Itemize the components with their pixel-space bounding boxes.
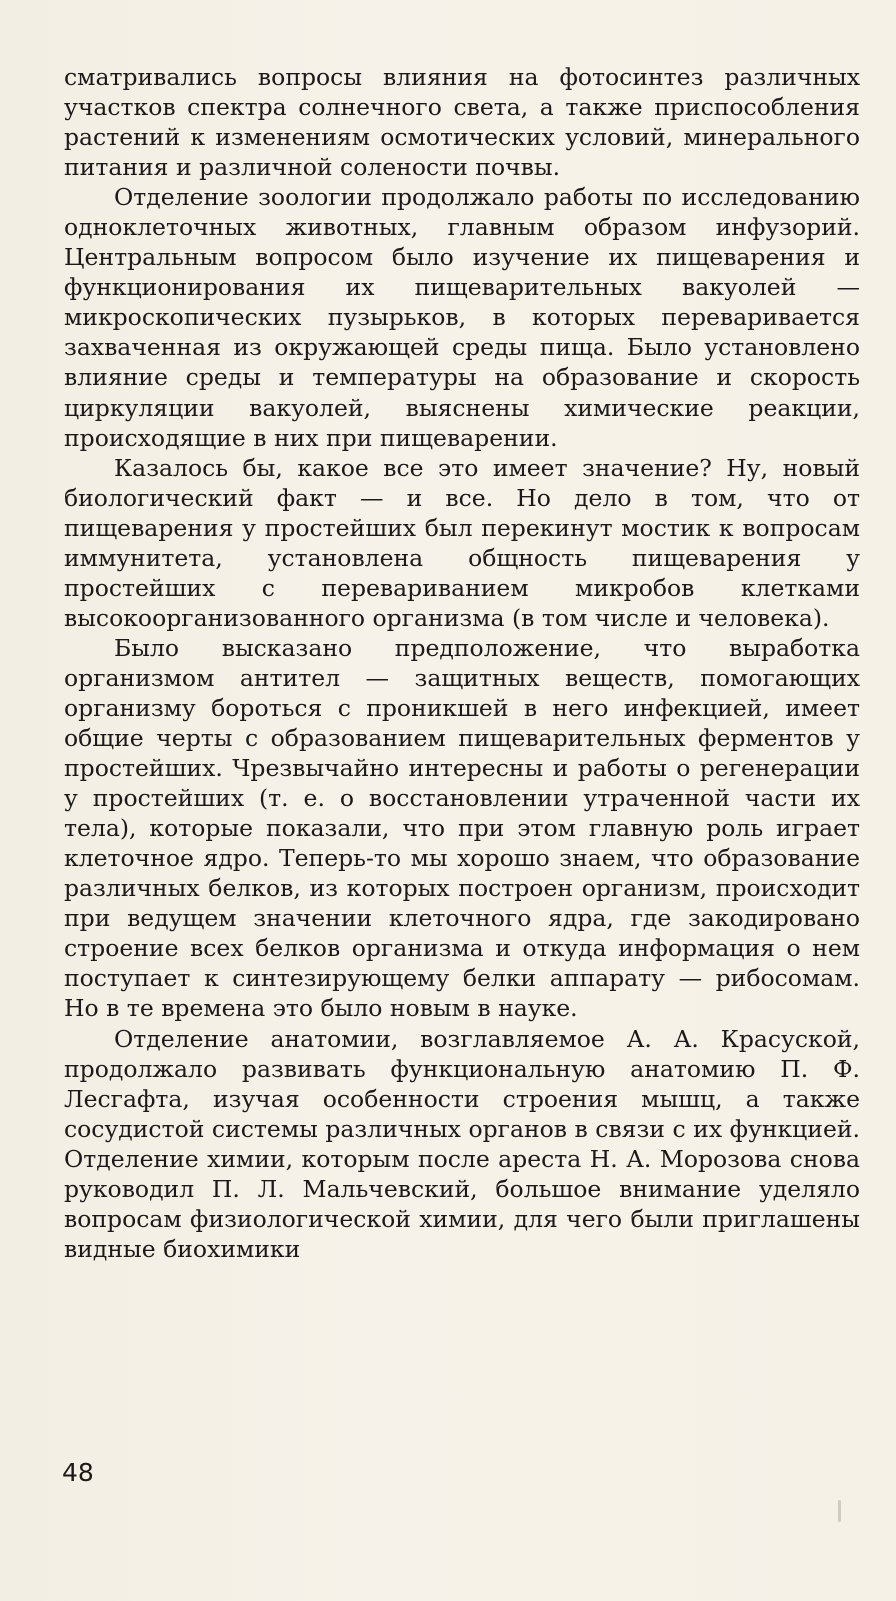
paragraph-anatomy: Отделение анатомии, возглавляемое А. А. Красуской, продолжало развивать функциональную анатомию П. Ф. Лесгафта, изучая особенности строения мышц, а также сосудистой системы различных органов в связи с их функцией. Отделение химии, которым после ареста Н. А. Морозова снова руководил П. Л. Мальчевский, большое внимание уделяло вопросам физиологической химии, для чего были приглашены видные биохимики	[64, 1024, 860, 1263]
paragraph-antibodies: Было высказано предположение, что выработка организмом антител — защитных веществ, помогающих организму бороться с проникшей в него инфекцией, имеет общие черты с образованием пищеварительных ферментов у простейших. Чрезвычайно интересны и работы о регенерации у простейших (т. е. о восстановлении утраченной части их тела), которые показали, что при этом главную роль играет клеточное ядро. Теперь-то мы хорошо знаем, что образование различных белков, из которых построен организм, происходит при ведущем значении клеточного ядра, где закодировано строение всех белков организма и откуда информация о нем поступает к синтезирующему белки аппарату — рибосомам. Но в те времена это было новым в науке.	[64, 633, 860, 1023]
paper-speck	[838, 1500, 841, 1522]
paragraph-zoology: Отделение зоологии продолжало работы по исследованию одноклеточных животных, главным образом инфузорий. Центральным вопросом было изучение их пищеварения и функционирования их пищеварительных вакуолей — микроскопических пузырьков, в которых переваривается захваченная из окружающей среды пища. Было установлено влияние среды и температуры на образование и скорость циркуляции вакуолей, выяснены химические реакции, происходящие в них при пищеварении.	[64, 183, 860, 452]
paragraph-continuation: сматривались вопросы влияния на фотосинтез различных участков спектра солнечного света, а также приспособления растений к изменениям осмотических условий, минерального питания и различной солености почвы.	[64, 63, 860, 182]
paragraph-significance: Казалось бы, какое все это имеет значение? Ну, новый биологический факт — и все. Но дело в том, что от пищеварения у простейших был перекинут мостик к вопросам иммунитета, установлена общность пищеварения у простейших с перевариванием микробов клетками высокоорганизованного организма (в том числе и человека).	[64, 453, 860, 632]
page-number: 48	[62, 1458, 94, 1487]
body-text	[64, 62, 860, 1264]
